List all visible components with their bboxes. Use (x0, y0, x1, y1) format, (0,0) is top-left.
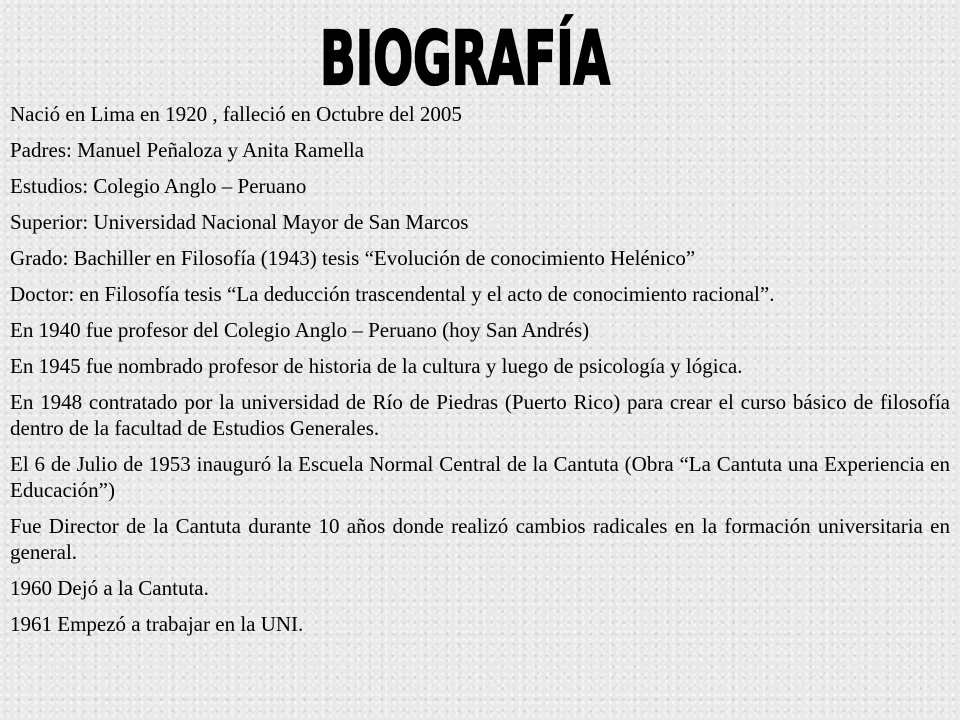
bio-item-1953: El 6 de Julio de 1953 inauguró la Escuela Normal Central de la Cantuta (Obra “La Cantuta una Experiencia en Educación”) (10, 452, 950, 502)
bio-item-parents: Padres: Manuel Peñaloza y Anita Ramella (10, 138, 364, 162)
bio-item-university: Superior: Universidad Nacional Mayor de San Marcos (10, 210, 469, 234)
bio-item-doctorate: Doctor: en Filosofía tesis “La deducción trascendental y el acto de conocimiento racional”. (10, 282, 775, 306)
bio-item-1960: 1960 Dejó a la Cantuta. (10, 576, 209, 600)
bio-item-1940: En 1940 fue profesor del Colegio Anglo – Peruano (hoy San Andrés) (10, 318, 590, 342)
bio-item-1948: En 1948 contratado por la universidad de Río de Piedras (Puerto Rico) para crear el curso básico de filosofía dentro de la facultad de Estudios Generales. (10, 390, 950, 440)
bio-item-degree: Grado: Bachiller en Filosofía (1943) tesis “Evolución de conocimiento Helénico” (10, 246, 696, 270)
title-wordart (300, 8, 716, 103)
slide-title (300, 8, 716, 103)
title-text: BIOGRAFÍA (320, 16, 716, 103)
bio-item-director: Fue Director de la Cantuta durante 10 años donde realizó cambios radicales en la formación universitaria en general. (10, 514, 950, 564)
bio-item-studies: Estudios: Colegio Anglo – Peruano (10, 174, 307, 198)
bio-item-birth: Nació en Lima en 1920 , falleció en Octubre del 2005 (10, 102, 462, 126)
bio-item-1945: En 1945 fue nombrado profesor de historia de la cultura y luego de psicología y lógica. (10, 354, 743, 378)
bio-item-1961: 1961 Empezó a trabajar en la UNI. (10, 612, 304, 636)
biography-list (10, 101, 950, 647)
